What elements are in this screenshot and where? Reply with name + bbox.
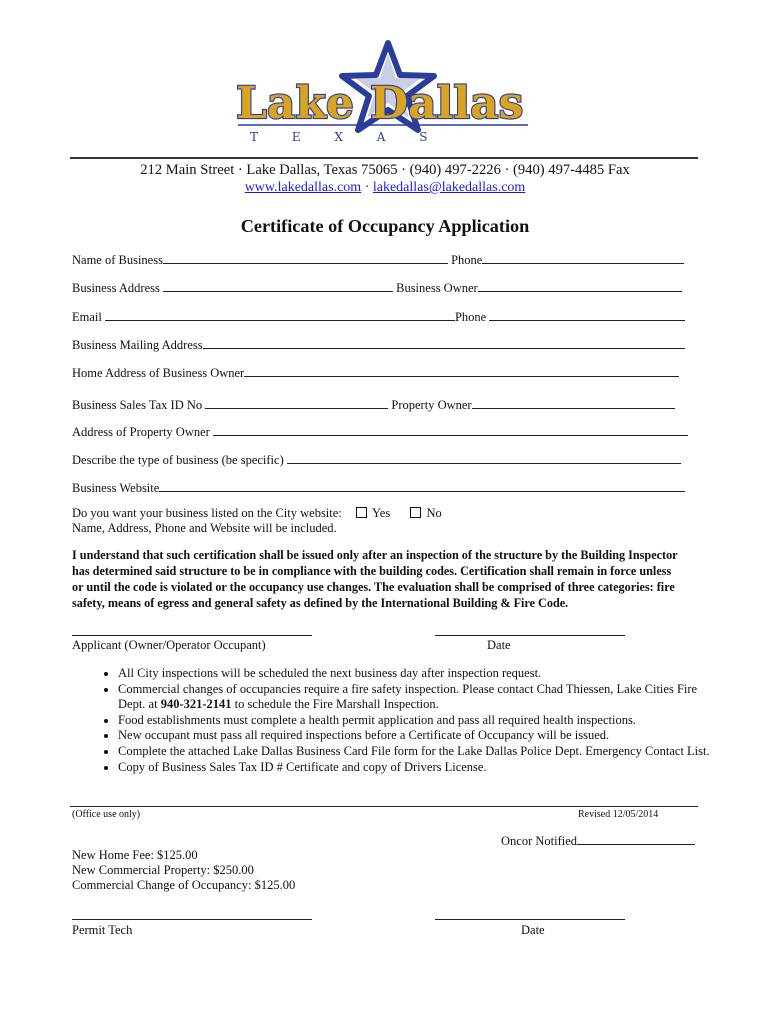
- field-row-home: [72, 365, 679, 381]
- business-website-input[interactable]: [159, 480, 685, 492]
- list-item: • Complete the attached Lake Dallas Business Card File form for the Lake Dallas Police Dept. Emergency Contact List.: [118, 744, 718, 760]
- business-address-input[interactable]: [163, 280, 393, 292]
- link-separator: ·: [364, 180, 370, 195]
- home-address-label: Home Address of Business Owner: [72, 366, 245, 380]
- logo-word-dallas: Dallas: [370, 78, 524, 129]
- listing-note: Name, Address, Phone and Website will be included.: [72, 521, 337, 535]
- requirements-list: [96, 666, 718, 775]
- header-divider: [70, 157, 698, 159]
- email-link[interactable]: lakedallas@lakedallas.com: [372, 180, 526, 195]
- list-item: • Copy of Business Sales Tax ID # Certificate and copy of Drivers License.: [118, 760, 718, 776]
- listing-yes-checkbox[interactable]: [356, 507, 367, 518]
- business-type-input[interactable]: [287, 452, 681, 464]
- phone-label: Phone: [451, 253, 483, 267]
- field-row-address: [72, 280, 682, 296]
- certification-notice: I understand that such certification shall be issued only after an inspection of the structure by the Building Inspector has determined said structure to be in compliance with the building codes. Certification shall remain in force unless or until the code is violated or the occupancy use changes. The evaluation shall be comprised of three categories: fire safety, means of egress and general safety as defined by the International Building & Fire Code.: [72, 548, 678, 610]
- applicant-label: Applicant (Owner/Operator Occupant): [72, 638, 266, 652]
- email-input[interactable]: [105, 309, 455, 321]
- permit-tech-date-label: Date: [521, 923, 545, 937]
- listing-question: Do you want your business listed on the City website:: [72, 506, 342, 520]
- logo-word-lake: Lake: [236, 78, 354, 129]
- list-item: • All City inspections will be scheduled the next business day after inspection request.: [118, 666, 718, 682]
- oncor-input[interactable]: [577, 833, 695, 845]
- field-row-website: [72, 480, 685, 496]
- listing-no-checkbox[interactable]: [410, 507, 421, 518]
- phone2-input[interactable]: [489, 309, 685, 321]
- home-address-input[interactable]: [244, 365, 679, 377]
- office-use-label: (Office use only): [72, 809, 141, 820]
- list-item: • New occupant must pass all required inspections before a Certificate of Occupancy will be issued.: [118, 728, 718, 744]
- mailing-address-label: Business Mailing Address: [72, 338, 203, 352]
- applicant-date-label: Date: [487, 638, 511, 652]
- permit-tech-signature-line[interactable]: [72, 919, 312, 920]
- field-row-tax: [72, 397, 675, 413]
- property-owner-input[interactable]: [472, 397, 675, 409]
- field-row-email: [72, 309, 685, 325]
- listing-no-label: No: [426, 506, 442, 520]
- property-owner-address-label: Address of Property Owner: [72, 425, 210, 439]
- name-of-business-label: Name of Business: [72, 253, 163, 267]
- lake-dallas-logo: [228, 40, 538, 144]
- office-use-divider: [70, 806, 698, 807]
- revised-date: Revised 12/05/2014: [578, 809, 659, 820]
- fee-new-commercial: New Commercial Property: $250.00: [72, 863, 254, 877]
- list-item: • Commercial changes of occupancies require a fire safety inspection. Please contact Chad Thiessen, Lake Cities Fire Dept. at 940-321-2141 to schedule the Fire Marshall Inspection.: [118, 682, 718, 713]
- business-website-label: Business Website: [72, 481, 160, 495]
- list-item: • Food establishments must complete a health permit application and pass all required health inspections.: [118, 713, 718, 729]
- listing-yes-label: Yes: [372, 506, 391, 520]
- oncor-row: [501, 833, 695, 849]
- property-owner-address-input[interactable]: [213, 424, 688, 436]
- field-row-name: [72, 252, 684, 268]
- field-row-business-type: [72, 452, 681, 468]
- applicant-date-line[interactable]: [435, 635, 625, 636]
- fee-change-occupancy: Commercial Change of Occupancy: $125.00: [72, 878, 296, 892]
- field-row-property-address: [72, 424, 688, 440]
- business-address-label: Business Address: [72, 281, 160, 295]
- listing-question-row: [72, 506, 442, 521]
- phone-input[interactable]: [482, 252, 684, 264]
- sales-tax-id-label: Business Sales Tax ID No: [72, 398, 203, 412]
- fee-new-home: New Home Fee: $125.00: [72, 848, 198, 862]
- business-owner-label: Business Owner: [396, 281, 478, 295]
- phone2-label: Phone: [454, 310, 487, 324]
- email-label: Email: [72, 310, 102, 324]
- mailing-address-input[interactable]: [203, 337, 685, 349]
- applicant-signature-line[interactable]: [72, 635, 312, 636]
- city-address: 212 Main Street · Lake Dallas, Texas 75065 · (940) 497-2226 · (940) 497-4485 Fax: [140, 162, 630, 178]
- sales-tax-id-input[interactable]: [205, 397, 388, 409]
- logo-state-texas: T E X A S: [250, 130, 443, 144]
- permit-tech-date-line[interactable]: [435, 919, 625, 920]
- permit-tech-label: Permit Tech: [72, 923, 133, 937]
- contact-links: [0, 180, 770, 196]
- fire-dept-phone: 940-321-2141: [160, 697, 232, 712]
- website-link[interactable]: www.lakedallas.com: [244, 180, 362, 195]
- oncor-label: Oncor Notified: [501, 834, 578, 848]
- business-owner-input[interactable]: [478, 280, 682, 292]
- business-type-label: Describe the type of business (be specific): [72, 453, 284, 467]
- property-owner-label: Property Owner: [391, 398, 472, 412]
- page-title: Certificate of Occupancy Application: [240, 216, 530, 236]
- name-of-business-input[interactable]: [163, 252, 448, 264]
- field-row-mailing: [72, 337, 685, 353]
